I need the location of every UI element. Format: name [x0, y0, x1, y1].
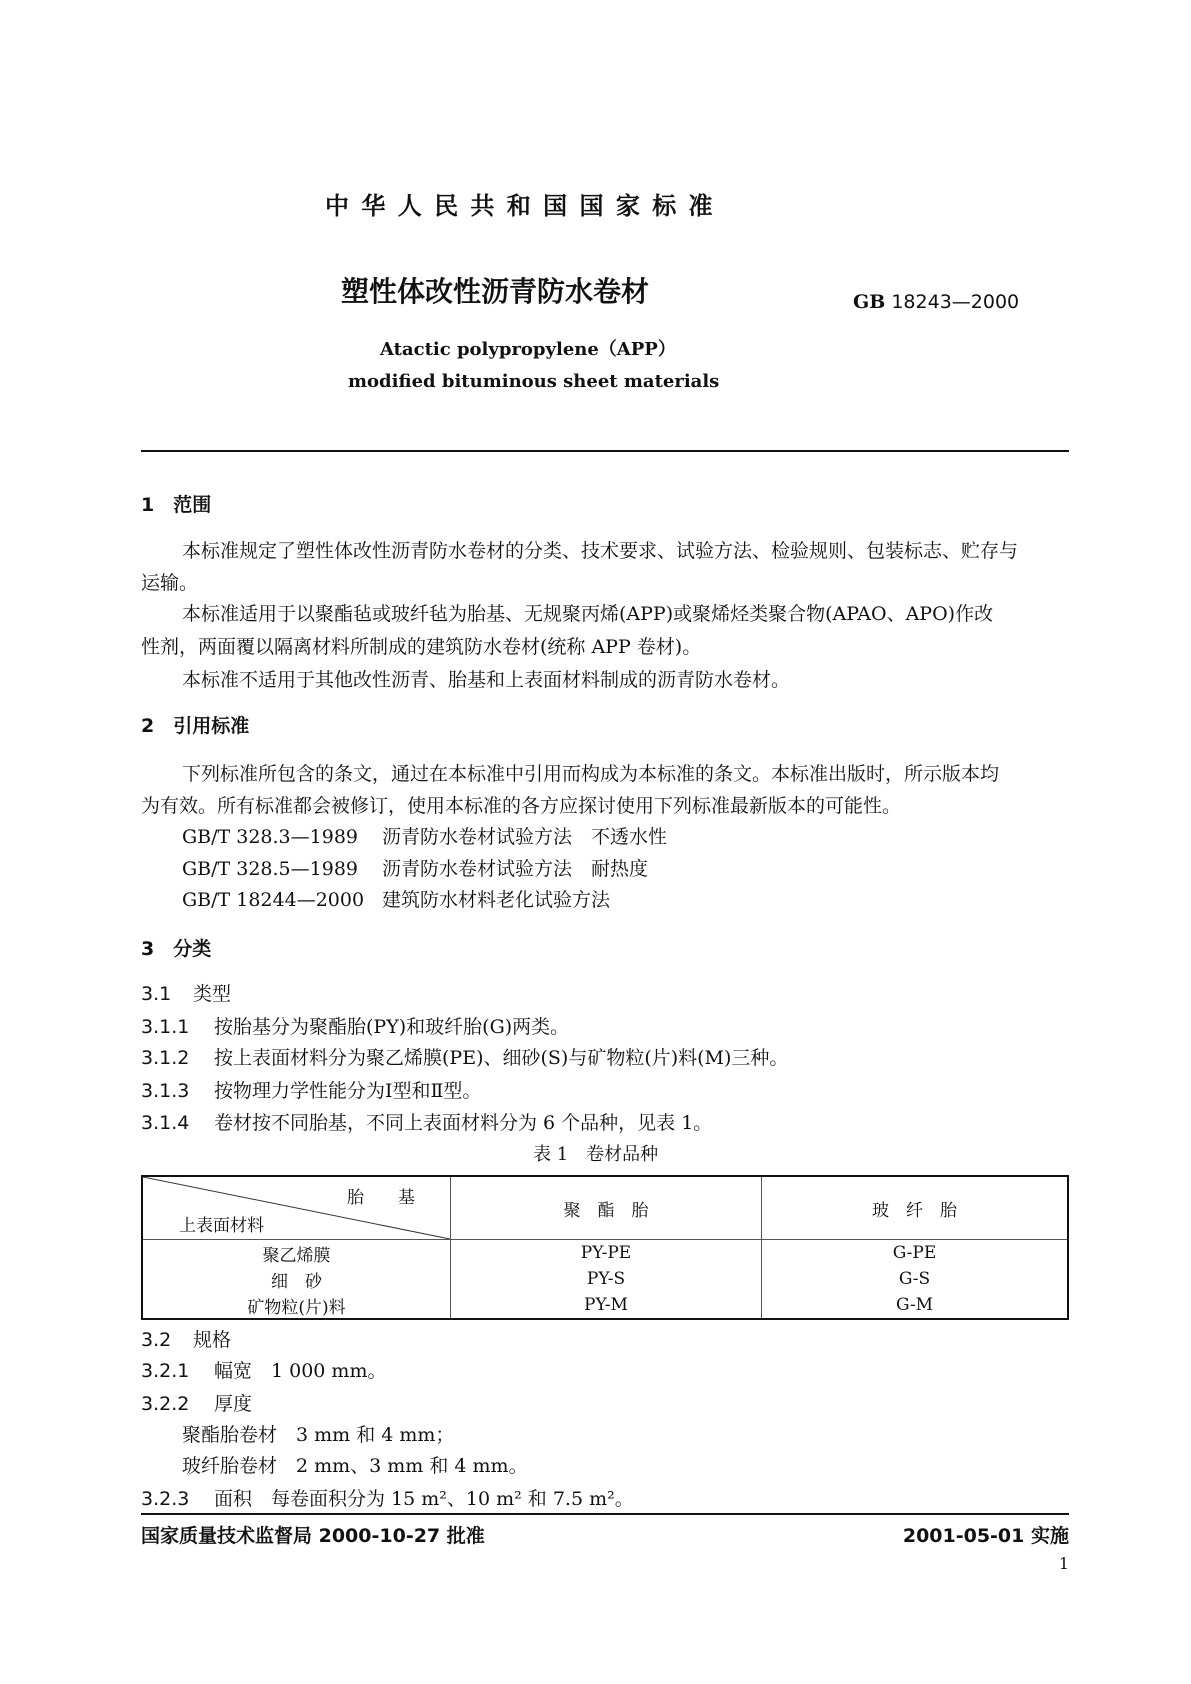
clause-number: 3.1: [141, 983, 172, 1005]
reference-title: 沥青防水卷材试验方法 耐热度: [382, 858, 649, 880]
reference-title: 建筑防水材料老化试验方法: [382, 889, 611, 911]
corner-header-cell: [142, 1176, 451, 1240]
clause-number: 3.2.2: [141, 1393, 190, 1415]
clause-text: 规格: [193, 1329, 232, 1351]
table-header-row: [142, 1176, 1068, 1240]
table-cell: 聚乙烯膜: [262, 1245, 331, 1266]
paragraph: 本标准不适用于其他改性沥青、胎基和上表面材料制成的沥青防水卷材。: [182, 669, 791, 691]
corner-top-label: 胎 基: [347, 1188, 415, 1208]
clause-3-1-1: [141, 1015, 569, 1039]
clause-text: 面积 每卷面积分为 15 m²、10 m² 和 7.5 m²。: [214, 1488, 634, 1510]
variety-table: [141, 1175, 1069, 1320]
clause-3-1-4: [141, 1111, 712, 1135]
paragraph: 本标准规定了塑性体改性沥青防水卷材的分类、技术要求、试验方法、检验规则、包装标志、贮存与: [182, 540, 1019, 562]
clause-number: 3.2.1: [141, 1360, 190, 1382]
national-standard-label: 中 华 人 民 共 和 国 国 家 标 准: [325, 192, 715, 220]
table-cell: 细 砂: [271, 1271, 322, 1292]
reference-code: GB/T 328.5—1989: [182, 858, 359, 880]
clause-number: 3.2: [141, 1329, 172, 1351]
reference-item: [182, 857, 648, 881]
clause-text: 类型: [193, 983, 232, 1005]
clause-text: 卷材按不同胎基，不同上表面材料分为 6 个品种，见表 1。: [214, 1112, 713, 1134]
column-header: 玻 纤 胎: [762, 1176, 1069, 1240]
clause-3-1-2: [141, 1046, 788, 1070]
clause-3-1: [141, 982, 231, 1006]
code-prefix: GB: [853, 291, 886, 313]
reference-code: GB/T 328.3—1989: [182, 826, 359, 848]
clause-number: 3.1.3: [141, 1080, 190, 1102]
code-number: 18243—2000: [891, 291, 1020, 313]
table-cell: PY-S: [451, 1266, 762, 1292]
thickness-polyester: 聚酯胎卷材 3 mm 和 4 mm；: [182, 1424, 455, 1446]
section-3-heading: 3 分类: [141, 938, 212, 960]
page-number: 1: [1058, 1554, 1069, 1573]
clause-number: 3.1.1: [141, 1016, 190, 1038]
paragraph: 本标准适用于以聚酯毡或玻纤毡为胎基、无规聚丙烯(APP)或聚烯烃类聚合物(APAO、APO)作改: [182, 603, 994, 625]
english-title-line1: Atactic polypropylene（APP）: [380, 339, 676, 360]
clause-text: 幅宽 1 000 mm。: [214, 1360, 387, 1382]
table-cell: G-S: [762, 1266, 1069, 1292]
clause-number: 3.1.4: [141, 1112, 190, 1134]
paragraph: 性剂，两面覆以隔离材料所制成的建筑防水卷材(统称 APP 卷材)。: [141, 636, 702, 658]
clause-text: 按上表面材料分为聚乙烯膜(PE)、细砂(S)与矿物粒(片)料(M)三种。: [214, 1047, 789, 1069]
corner-bottom-label: 上表面材料: [179, 1216, 264, 1236]
thickness-glass-fiber: 玻纤胎卷材 2 mm、3 mm 和 4 mm。: [182, 1455, 528, 1477]
clause-3-2-3: [141, 1487, 634, 1511]
paragraph: 运输。: [141, 572, 199, 594]
clause-text: 厚度: [214, 1393, 253, 1415]
footer-divider: [141, 1513, 1069, 1515]
clause-3-2: [141, 1328, 231, 1352]
table-cell: PY-PE: [451, 1240, 762, 1267]
table-cell: G-M: [762, 1292, 1069, 1319]
header-divider: [141, 450, 1069, 452]
clause-3-2-2: [141, 1392, 252, 1416]
table-cell: 矿物粒(片)料: [247, 1297, 346, 1318]
clause-number: 3.2.3: [141, 1488, 190, 1510]
table-caption: 表 1 卷材品种: [533, 1144, 659, 1165]
approval-note: 国家质量技术监督局 2000-10-27 批准: [141, 1525, 485, 1547]
table-row: [142, 1266, 1068, 1292]
effective-date: 2001-05-01 实施: [902, 1525, 1069, 1547]
clause-text: 按物理力学性能分为Ⅰ型和Ⅱ型。: [214, 1080, 482, 1102]
section-1-heading: 1 范围: [141, 494, 212, 516]
table-row: [142, 1240, 1068, 1267]
table-row: [142, 1292, 1068, 1319]
clause-3-1-3: [141, 1079, 481, 1103]
clause-3-2-1: [141, 1359, 386, 1383]
standard-code: [853, 290, 1019, 314]
reference-item: [182, 888, 610, 912]
clause-text: 按胎基分为聚酯胎(PY)和玻纤胎(G)两类。: [214, 1016, 570, 1038]
section-2-heading: 2 引用标准: [141, 715, 250, 737]
clause-number: 3.1.2: [141, 1047, 190, 1069]
document-title: 塑性体改性沥青防水卷材: [341, 275, 650, 308]
table-cell: PY-M: [451, 1292, 762, 1319]
column-header: 聚 酯 胎: [451, 1176, 762, 1240]
paragraph: 为有效。所有标准都会被修订，使用本标准的各方应探讨使用下列标准最新版本的可能性。: [141, 795, 902, 817]
english-title-line2: modified bituminous sheet materials: [348, 371, 720, 392]
reference-item: [182, 825, 667, 849]
reference-code: GB/T 18244—2000: [182, 889, 365, 911]
reference-title: 沥青防水卷材试验方法 不透水性: [382, 826, 668, 848]
paragraph: 下列标准所包含的条文，通过在本标准中引用而构成为本标准的条文。本标准出版时，所示版本均: [182, 763, 1000, 785]
table-cell: G-PE: [762, 1240, 1069, 1267]
